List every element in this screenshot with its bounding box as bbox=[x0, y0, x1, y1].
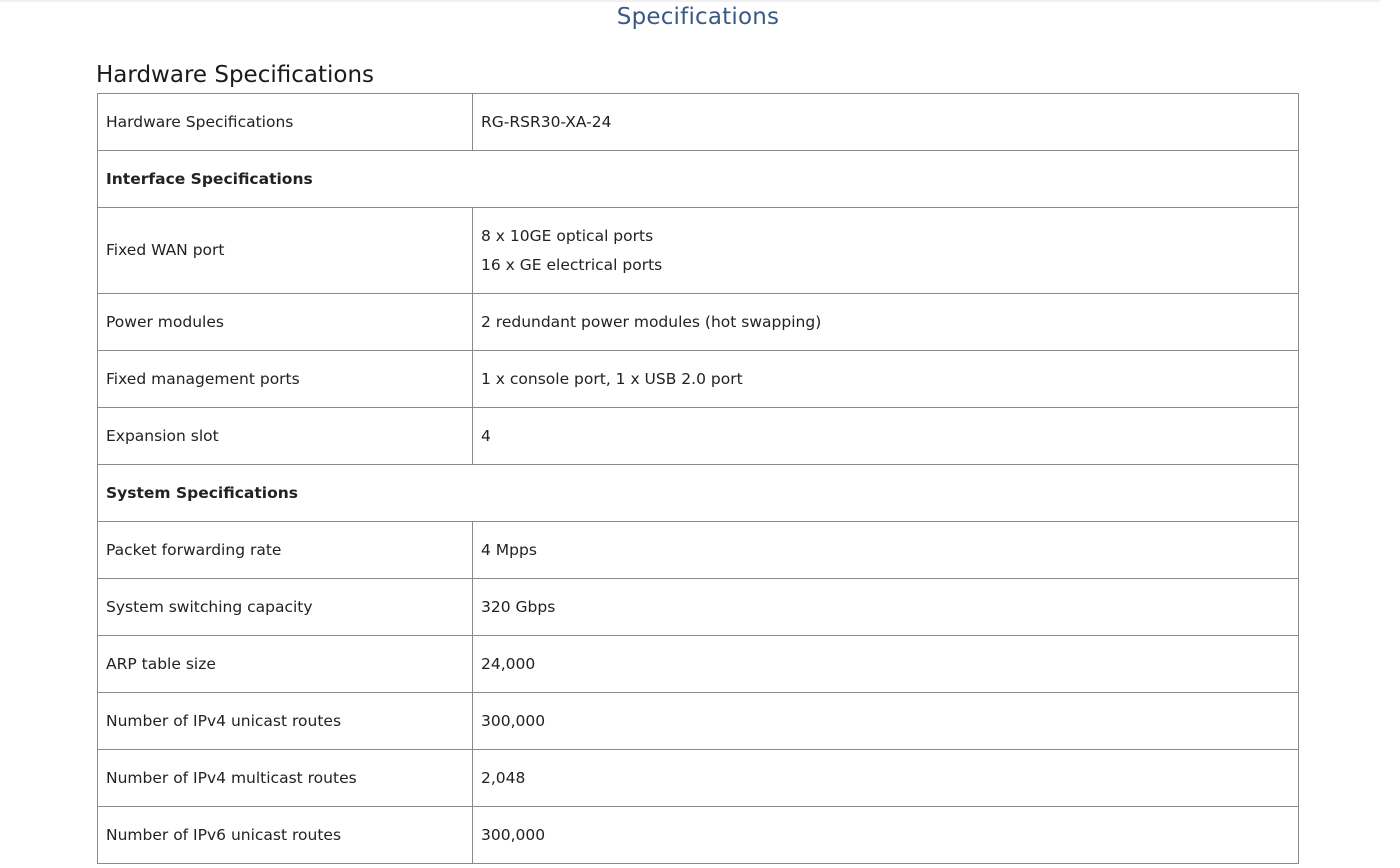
scrollbar[interactable] bbox=[1386, 0, 1400, 868]
spec-label: Hardware Specifications bbox=[98, 94, 473, 151]
spec-value bbox=[473, 208, 1299, 294]
table-row bbox=[98, 351, 1299, 408]
spec-label: Fixed WAN port bbox=[98, 208, 473, 294]
spec-value: 4 bbox=[473, 408, 1299, 465]
table-section-row bbox=[98, 151, 1299, 208]
table-row bbox=[98, 94, 1299, 151]
spec-label: System switching capacity bbox=[98, 579, 473, 636]
spec-label: Number of IPv6 unicast routes bbox=[98, 807, 473, 864]
table-row bbox=[98, 208, 1299, 294]
spec-label: Number of IPv4 multicast routes bbox=[98, 750, 473, 807]
spec-label: Packet forwarding rate bbox=[98, 522, 473, 579]
spec-value: 320 Gbps bbox=[473, 579, 1299, 636]
page-title: Specifications bbox=[616, 4, 780, 30]
spec-value: RG-RSR30-XA-24 bbox=[473, 94, 1299, 151]
spec-value: 2,048 bbox=[473, 750, 1299, 807]
table-row bbox=[98, 693, 1299, 750]
table-row bbox=[98, 408, 1299, 465]
spec-label: Fixed management ports bbox=[98, 351, 473, 408]
specifications-table bbox=[97, 93, 1299, 864]
section-label: System Specifications bbox=[98, 465, 1299, 522]
table-row bbox=[98, 522, 1299, 579]
spec-value: 4 Mpps bbox=[473, 522, 1299, 579]
spec-label: Power modules bbox=[98, 294, 473, 351]
spec-value: 300,000 bbox=[473, 807, 1299, 864]
spec-label: Expansion slot bbox=[98, 408, 473, 465]
spec-value: 1 x console port, 1 x USB 2.0 port bbox=[473, 351, 1299, 408]
table-row bbox=[98, 579, 1299, 636]
table-row bbox=[98, 636, 1299, 693]
table-row bbox=[98, 294, 1299, 351]
table-row bbox=[98, 807, 1299, 864]
spec-value: 24,000 bbox=[473, 636, 1299, 693]
spec-value: 300,000 bbox=[473, 693, 1299, 750]
section-label: Interface Specifications bbox=[98, 151, 1299, 208]
spec-label: Number of IPv4 unicast routes bbox=[98, 693, 473, 750]
spec-value: 2 redundant power modules (hot swapping) bbox=[473, 294, 1299, 351]
spec-value-line: 16 x GE electrical ports bbox=[481, 255, 663, 274]
top-border bbox=[0, 0, 1380, 2]
spec-label: ARP table size bbox=[98, 636, 473, 693]
section-heading: Hardware Specifications bbox=[96, 62, 375, 88]
spec-value-line: 8 x 10GE optical ports bbox=[481, 226, 654, 245]
table-row bbox=[98, 750, 1299, 807]
table-section-row bbox=[98, 465, 1299, 522]
